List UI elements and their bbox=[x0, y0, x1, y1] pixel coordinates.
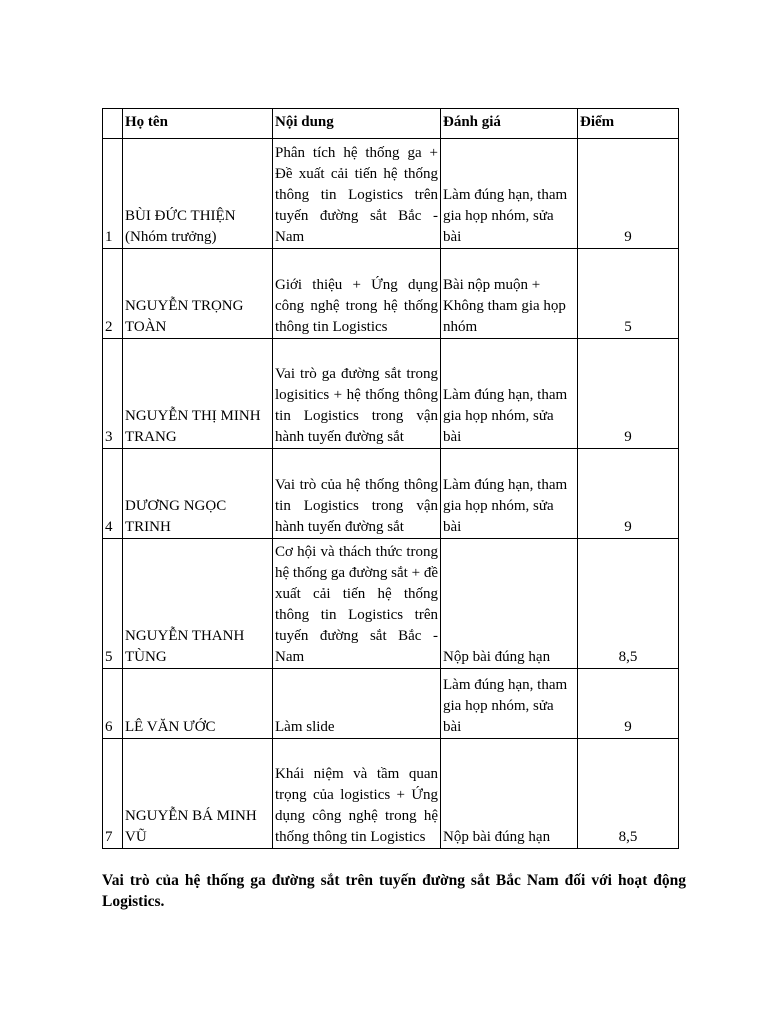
evaluation: Làm đúng hạn, tham gia họp nhóm, sửa bài bbox=[441, 449, 578, 539]
table-row bbox=[103, 669, 679, 739]
row-number: 6 bbox=[103, 669, 123, 739]
row-number: 4 bbox=[103, 449, 123, 539]
row-number: 3 bbox=[103, 339, 123, 449]
member-name: BÙI ĐỨC THIỆN (Nhóm trưởng) bbox=[123, 139, 273, 249]
member-name: NGUYỄN BÁ MINH VŨ bbox=[123, 739, 273, 849]
row-number: 7 bbox=[103, 739, 123, 849]
task-content: Vai trò của hệ thống thông tin Logistics trong vận hành tuyến đường sắt bbox=[273, 449, 441, 539]
member-name: NGUYỄN THANH TÙNG bbox=[123, 539, 273, 669]
score-value: 5 bbox=[624, 319, 632, 335]
header-evaluation: Đánh giá bbox=[441, 109, 578, 139]
member-name: LÊ VĂN ƯỚC bbox=[123, 669, 273, 739]
header-stt bbox=[103, 109, 123, 139]
table-row bbox=[103, 539, 679, 669]
task-content: Cơ hội và thách thức trong hệ thống ga đường sắt + đề xuất cải tiến hệ thống thông tin Logistics trên tuyến đường sắt Bắc - Nam bbox=[273, 539, 441, 669]
score-cell bbox=[578, 339, 679, 449]
evaluation: Nộp bài đúng hạn bbox=[441, 539, 578, 669]
header-content: Nội dung bbox=[273, 109, 441, 139]
table-header-row bbox=[103, 109, 679, 139]
evaluation: Nộp bài đúng hạn bbox=[441, 739, 578, 849]
score-cell bbox=[578, 739, 679, 849]
header-score: Điểm bbox=[578, 109, 679, 139]
score-value: 8,5 bbox=[618, 649, 638, 665]
member-evaluation-table bbox=[102, 108, 679, 849]
score-cell bbox=[578, 249, 679, 339]
table-row bbox=[103, 139, 679, 249]
table-row bbox=[103, 339, 679, 449]
score-value: 9 bbox=[624, 229, 632, 245]
task-content: Vai trò ga đường sắt trong logisitics + hệ thống thông tin Logistics trong vận hành tuyến đường sắt bbox=[273, 339, 441, 449]
score-cell bbox=[578, 139, 679, 249]
header-name: Họ tên bbox=[123, 109, 273, 139]
row-number: 2 bbox=[103, 249, 123, 339]
evaluation: Làm đúng hạn, tham gia họp nhóm, sửa bài bbox=[441, 339, 578, 449]
member-name: NGUYỄN THỊ MINH TRANG bbox=[123, 339, 273, 449]
task-content: Giới thiệu + Ứng dụng công nghệ trong hệ thống thông tin Logistics bbox=[273, 249, 441, 339]
score-cell bbox=[578, 539, 679, 669]
task-content: Phân tích hệ thống ga + Đề xuất cải tiến hệ thống thông tin Logistics trên tuyến đường sắt Bắc - Nam bbox=[273, 139, 441, 249]
task-content: Làm slide bbox=[273, 669, 441, 739]
table-row bbox=[103, 249, 679, 339]
task-content: Khái niệm và tầm quan trọng của logistics + Ứng dụng công nghệ trong hệ thống thông tin Logistics bbox=[273, 739, 441, 849]
table-row bbox=[103, 739, 679, 849]
table-row bbox=[103, 449, 679, 539]
row-number: 5 bbox=[103, 539, 123, 669]
evaluation: Làm đúng hạn, tham gia họp nhóm, sửa bài bbox=[441, 669, 578, 739]
section-heading: Vai trò của hệ thống ga đường sắt trên tuyến đường sắt Bắc Nam đối với hoạt động Logistics. bbox=[102, 872, 686, 910]
score-value: 9 bbox=[624, 429, 632, 445]
score-value: 9 bbox=[624, 719, 632, 735]
score-cell bbox=[578, 669, 679, 739]
score-cell bbox=[578, 449, 679, 539]
evaluation: Bài nộp muộn + Không tham gia họp nhóm bbox=[441, 249, 578, 339]
evaluation: Làm đúng hạn, tham gia họp nhóm, sửa bài bbox=[441, 139, 578, 249]
member-name: DƯƠNG NGỌC TRINH bbox=[123, 449, 273, 539]
member-name: NGUYỄN TRỌNG TOÀN bbox=[123, 249, 273, 339]
score-value: 9 bbox=[624, 519, 632, 535]
row-number: 1 bbox=[103, 139, 123, 249]
score-value: 8,5 bbox=[618, 829, 638, 845]
